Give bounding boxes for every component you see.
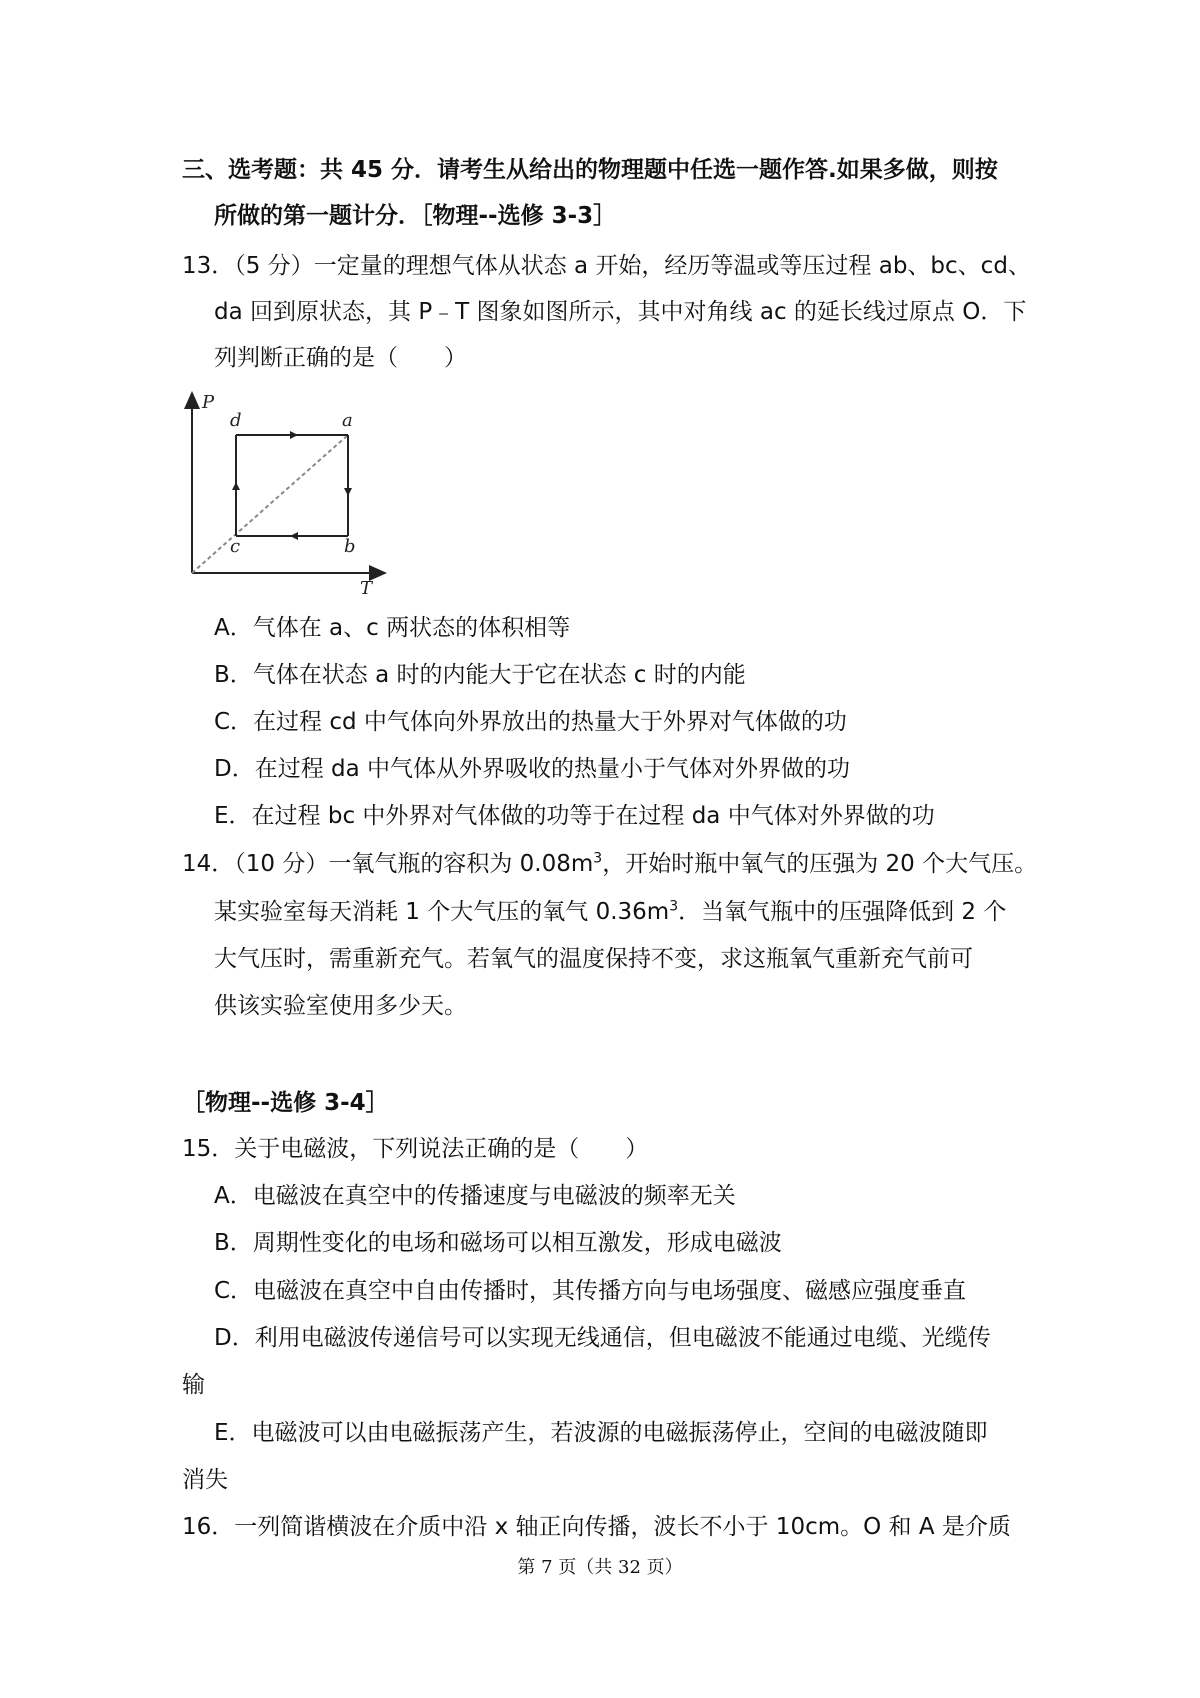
q15-option-c: C．电磁波在真空中自由传播时，其传播方向与电场强度、磁感应强度垂直 bbox=[214, 1278, 967, 1304]
q13-stem-line1: 13．（5 分）一定量的理想气体从状态 a 开始，经历等温或等压过程 ab、bc、cd、 bbox=[182, 253, 1031, 279]
q14-line1-text-b: ，开始时瓶中氧气的压强为 20 个大气压。 bbox=[602, 851, 1038, 877]
diagonal-ac bbox=[192, 435, 348, 573]
q13-stem-line3: 列判断正确的是（ ） bbox=[214, 345, 467, 371]
q13-option-d: D．在过程 da 中气体从外界吸收的热量小于气体对外界做的功 bbox=[214, 756, 851, 782]
q13-option-b: B．气体在状态 a 时的内能大于它在状态 c 时的内能 bbox=[214, 662, 746, 688]
point-label-c: c bbox=[230, 536, 241, 557]
q14-line2-text-b: ．当氧气瓶中的压强降低到 2 个 bbox=[678, 899, 1007, 925]
q15-option-e-line1: E．电磁波可以由电磁振荡产生，若波源的电磁振荡停止，空间的电磁波随即 bbox=[214, 1420, 988, 1446]
q15-option-d-line2: 输 bbox=[182, 1372, 205, 1398]
q16-line1: 16．一列简谐横波在介质中沿 x 轴正向传播，波长不小于 10cm。O 和 A 是介质 bbox=[182, 1514, 1011, 1540]
axis-label-t: T bbox=[360, 578, 373, 599]
point-label-d: d bbox=[230, 410, 242, 431]
section-heading-line2: 所做的第一题计分．［物理--选修 3-3］ bbox=[214, 203, 617, 229]
q15-option-d-line1: D．利用电磁波传递信号可以实现无线通信，但电磁波不能通过电缆、光缆传 bbox=[214, 1325, 991, 1351]
section-34-heading: ［物理--选修 3-4］ bbox=[182, 1090, 389, 1116]
arrow-bc bbox=[290, 532, 298, 540]
arrow-da bbox=[290, 431, 298, 439]
q15-option-b: B．周期性变化的电场和磁场可以相互激发，形成电磁波 bbox=[214, 1230, 782, 1256]
q14-line1-text-a: 14．（10 分）一氧气瓶的容积为 0.08m bbox=[182, 851, 594, 877]
arrow-ab bbox=[344, 488, 352, 496]
pt-diagram bbox=[180, 388, 400, 600]
q14-line1-sup: 3 bbox=[593, 850, 603, 867]
q13-option-c: C．在过程 cd 中气体向外界放出的热量大于外界对气体做的功 bbox=[214, 709, 847, 735]
arrow-cd bbox=[232, 482, 240, 490]
q13-option-a: A．气体在 a、c 两状态的体积相等 bbox=[214, 615, 571, 641]
section-heading-line1: 三、选考题：共 45 分．请考生从给出的物理题中任选一题作答.如果多做，则按 bbox=[182, 157, 998, 183]
q13-stem-line2: da 回到原状态，其 P﹣T 图象如图所示，其中对角线 ac 的延长线过原点 O．下 bbox=[214, 299, 1027, 325]
q13-option-e: E．在过程 bc 中外界对气体做的功等于在过程 da 中气体对外界做的功 bbox=[214, 803, 935, 829]
q14-line4: 供该实验室使用多少天。 bbox=[214, 993, 467, 1019]
q14-line2 bbox=[214, 896, 1006, 928]
q14-line3: 大气压时，需重新充气。若氧气的温度保持不变，求这瓶氧气重新充气前可 bbox=[214, 946, 973, 972]
point-label-b: b bbox=[344, 536, 356, 557]
q14-line2-text-a: 某实验室每天消耗 1 个大气压的氧气 0.36m bbox=[214, 899, 670, 925]
q14-line1 bbox=[182, 848, 1037, 880]
page-footer: 第 7 页（共 32 页） bbox=[517, 1557, 683, 1578]
q15-option-a: A．电磁波在真空中的传播速度与电磁波的频率无关 bbox=[214, 1183, 736, 1209]
q14-line2-sup: 3 bbox=[669, 898, 679, 915]
q15-option-e-line2: 消失 bbox=[182, 1467, 228, 1493]
axis-label-p: P bbox=[202, 392, 215, 413]
q15-stem: 15．关于电磁波，下列说法正确的是（ ） bbox=[182, 1136, 649, 1162]
point-label-a: a bbox=[342, 410, 353, 431]
